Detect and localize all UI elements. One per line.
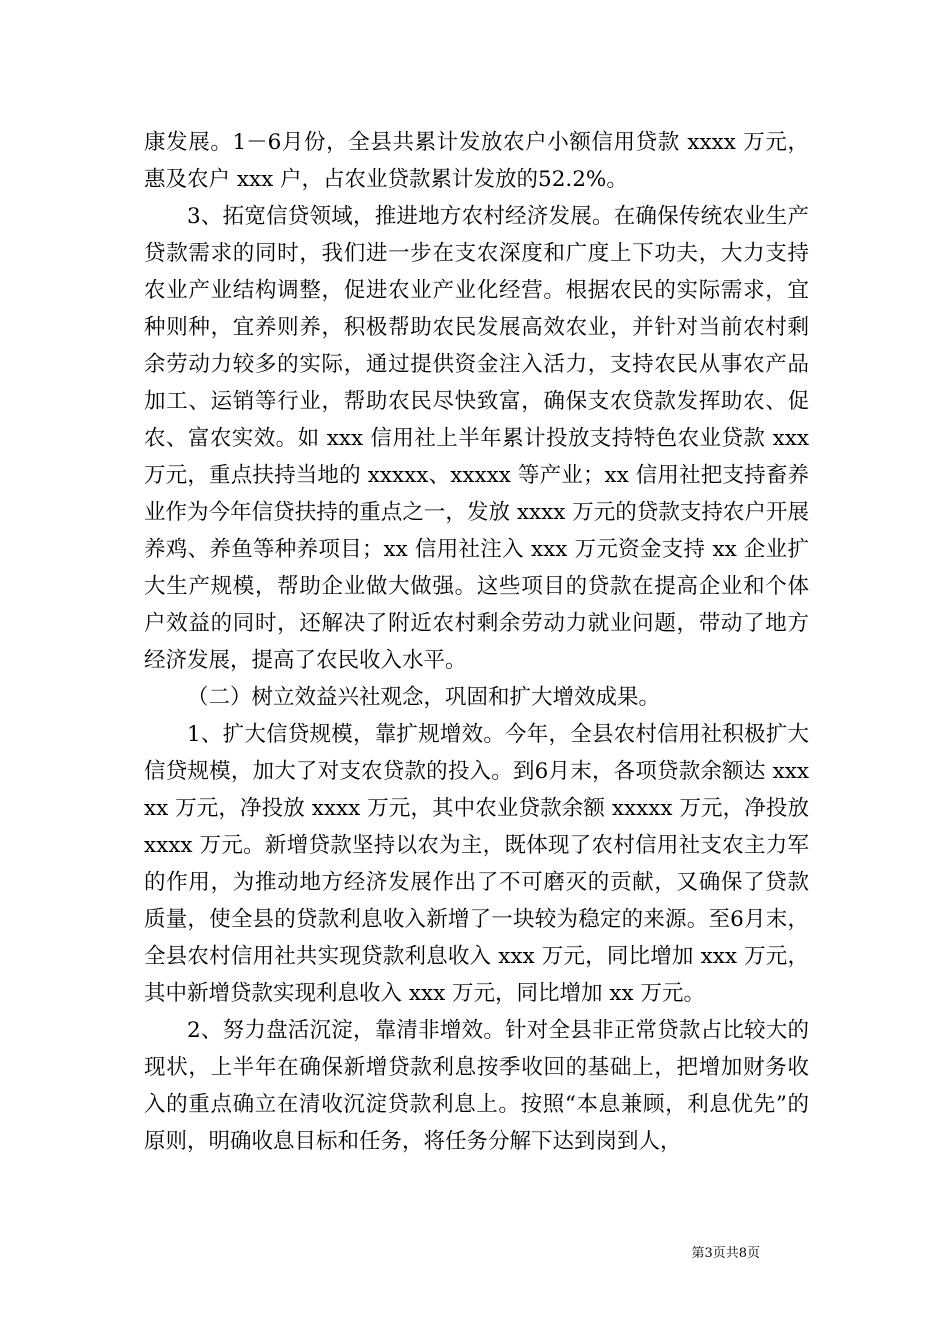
paragraph-3: 1、扩大信贷规模，靠扩规增效。今年，全县农村信用社积极扩大信贷规模，加大了对支农贷款的投入。到6月末，各项贷款余额达 xxxxx 万元，净投放 xxxx 万元，其中农业贷款余额 xxxxx 万元，净投放 xxxx 万元。新增贷款坚持以农为主，既体现了农村信用社支农主力军的作用，为推动地方经济发展作出了不可磨灭的贡献，又确保了贷款质量，使全县的贷款利息收入新增了一块较为稳定的来源。至6月末，全县农村信用社共实现贷款利息收入 xxx 万元，同比增加 xxx 万元，其中新增贷款实现利息收入 xxx 万元，同比增加 xx 万元。: [144, 722, 809, 1006]
section-heading-2: （二）树立效益兴社观念，巩固和扩大增效成果。: [187, 685, 661, 710]
page-number: 第3页共8页: [691, 1246, 760, 1261]
paragraph-1: 康发展。1－6月份，全县共累计发放农户小额信用贷款 xxxx 万元，惠及农户 xxx 户，占农业贷款累计发放的52.2%。: [144, 130, 809, 192]
page-footer: [0, 1242, 950, 1262]
document-body: [144, 124, 809, 1160]
paragraph-4: 2、努力盘活沉淀，靠清非增效。针对全县非正常贷款占比较大的现状，上半年在确保新增贷款利息按季收回的基础上，把增加财务收入的重点确立在清收沉淀贷款利息上。按照“本息兼顾，利息优先”的原则，明确收息目标和任务，将任务分解下达到岗到人，: [144, 1018, 809, 1154]
paragraph-2: 3、拓宽信贷领域，推进地方农村经济发展。在确保传统农业生产贷款需求的同时，我们进一步在支农深度和广度上下功夫，大力支持农业产业结构调整，促进农业产业化经营。根据农民的实际需求，宜种则种，宜养则养，积极帮助农民发展高效农业，并针对当前农村剩余劳动力较多的实际，通过提供资金注入活力，支持农民从事农产品加工、运销等行业，帮助农民尽快致富，确保支农贷款发挥助农、促农、富农实效。如 xxx 信用社上半年累计投放支持特色农业贷款 xxx 万元，重点扶持当地的 xxxxx、xxxxx 等产业；xx 信用社把支持畜养业作为今年信贷扶持的重点之一，发放 xxxx 万元的贷款支持农户开展养鸡、养鱼等种养项目；xx 信用社注入 xxx 万元资金支持 xx 企业扩大生产规模，帮助企业做大做强。这些项目的贷款在提高企业和个体户效益的同时，还解决了附近农村剩余劳动力就业问题，带动了地方经济发展，提高了农民收入水平。: [144, 204, 809, 673]
